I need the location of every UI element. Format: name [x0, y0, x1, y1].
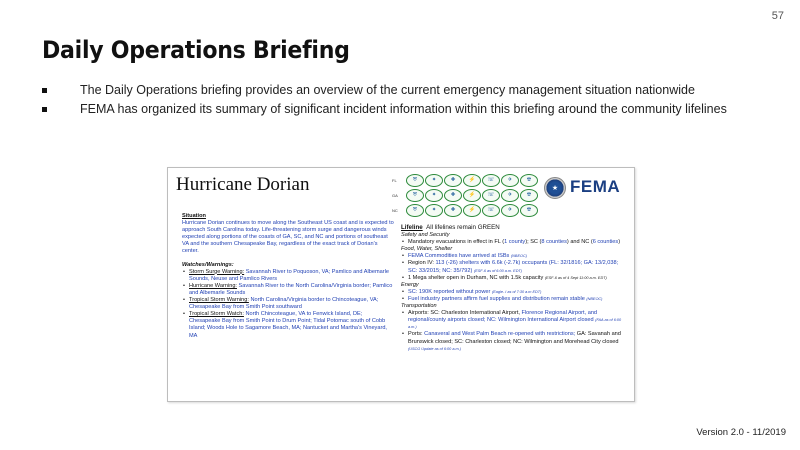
health-lifeline-icon: ✚	[444, 204, 462, 217]
version-label: Version 2.0 - 11/2019	[696, 427, 786, 438]
hazmat-lifeline-icon: ☢	[520, 174, 538, 187]
safety-lifeline-icon: ⛨	[406, 174, 424, 187]
food-lifeline-icon: ✦	[425, 174, 443, 187]
list-item: • Storm Surge Warning: Savannah River to Poquoson, VA; Pamlico and Albemarle Sounds, Neuse and Pamlico Rivers	[182, 269, 394, 283]
page-number: 57	[771, 10, 784, 22]
hazmat-lifeline-icon: ☢	[520, 204, 538, 217]
health-lifeline-icon: ✚	[444, 189, 462, 202]
energy-heading: Energy	[401, 281, 419, 288]
list-item: • 1 Mega shelter open in Durham, NC with 1.5k capacity (ESF-6 as of 4 Sept 11:00 a.m. EDT)	[401, 275, 627, 282]
briefing-card	[167, 167, 635, 402]
hazmat-lifeline-icon: ☢	[520, 189, 538, 202]
situation-column	[182, 213, 394, 340]
communications-lifeline-icon: ☏	[482, 204, 500, 217]
list-item: • Hurricane Warning: Savannah River to the North Carolina/Virginia border; Pamlico and Albemarle Sounds	[182, 283, 394, 297]
list-item: • Region IV: 113 (-26) shelters with 6.6k (-2.7k) occupants (FL: 32/1816; GA: 13/2,038; SC: 33/2015; NC: 35/792) (ESF-6 as of 6:00 a.m. EDT)	[401, 260, 627, 274]
list-item: • Airports: SC: Charleston International Airport, Florence Regional Airport, and regional/county airports closed; NC: Wilmington International Airport closed (FAA as of 6:00 a.m.)	[401, 310, 627, 331]
lifeline-row: GA ⛨ ✦ ✚ ⚡ ☏ ✈ ☢	[392, 188, 539, 202]
lifeline-row: FL ⛨ ✦ ✚ ⚡ ☏ ✈ ☢	[392, 173, 539, 187]
lifeline-status: Lifeline All lifelines remain GREEN	[401, 224, 500, 231]
food-list	[401, 253, 627, 281]
transport-heading: Transportation	[401, 303, 437, 310]
communications-lifeline-icon: ☏	[482, 189, 500, 202]
bullet-item: The Daily Operations briefing provides an overview of the current emergency management situation nationwide	[40, 82, 740, 98]
list-item: • Fuel industry partners affirm fuel supplies and distribution remain stable (NBEOC)	[401, 296, 627, 303]
situation-heading: Situation	[182, 213, 206, 219]
dhs-seal-icon: ★	[544, 177, 566, 199]
list-item: • SC: 190K reported without power (Eagle- I as of 7:30 a.m EDT)	[401, 289, 627, 296]
bullet-item: FEMA has organized its summary of significant incident information within this briefing around the community lifelines	[40, 101, 740, 117]
food-lifeline-icon: ✦	[425, 204, 443, 217]
energy-list	[401, 289, 627, 303]
list-item: • FEMA Commodities have arrived at ISBs (NBEOC)	[401, 253, 627, 260]
intro-bullets	[40, 82, 740, 120]
square-bullet-icon	[42, 88, 47, 93]
communications-lifeline-icon: ☏	[482, 174, 500, 187]
transportation-lifeline-icon: ✈	[501, 174, 519, 187]
list-item: • Tropical Storm Watch: North Chincoteague, VA to Fenwick Island, DE; Chesapeake Bay from Smith Point to Drum Point; Tidal Potomac south of Cobb Island; Woods Hole to Sagamore Beach, MA; Nantucket and Martha's Vineyard, MA	[182, 311, 394, 339]
list-item: • Mandatory evacuations in effect in FL (1 county); SC (8 counties) and NC (6 counties)	[401, 239, 627, 246]
list-item: • Ports: Canaveral and West Palm Beach re-opened with restrictions; GA: Savanah and Brunswick closed; SC: Charleston closed; NC: Wilmington and Morehead City closed (USCG Update as of 6:00 a.m.)	[401, 331, 627, 352]
slide-title: Daily Operations Briefing	[42, 36, 350, 64]
energy-lifeline-icon: ⚡	[463, 189, 481, 202]
transport-list	[401, 310, 627, 353]
safety-lifeline-icon: ⛨	[406, 189, 424, 202]
situation-text: Hurricane Dorian continues to move along the Southeast US coast and is expected to approach South Carolina today. Life-threatening storm surge and dangerous winds expected along portions of the coasts of GA, SC, and NC and portions of southeast VA and the southern Chesapeake Bay, regardless of the exact track of Dorian's center.	[182, 220, 394, 255]
watches-list	[182, 269, 394, 340]
transportation-lifeline-icon: ✈	[501, 189, 519, 202]
food-lifeline-icon: ✦	[425, 189, 443, 202]
energy-lifeline-icon: ⚡	[463, 204, 481, 217]
card-title: Hurricane Dorian	[176, 174, 310, 195]
health-lifeline-icon: ✚	[444, 174, 462, 187]
transportation-lifeline-icon: ✈	[501, 204, 519, 217]
square-bullet-icon	[42, 107, 47, 112]
lifeline-column	[401, 224, 627, 353]
lifeline-status-grid	[392, 173, 539, 218]
list-item: • Tropical Storm Warning: North Carolina/Virginia border to Chincoteague, VA; Chesapeake Bay from Smith Point southward	[182, 297, 394, 311]
watches-heading: Watches/Warnings:	[182, 261, 234, 268]
safety-list	[401, 239, 627, 246]
lifeline-row: NC ⛨ ✦ ✚ ⚡ ☏ ✈ ☢	[392, 203, 539, 217]
fema-logo: FEMA	[570, 177, 621, 196]
energy-lifeline-icon: ⚡	[463, 174, 481, 187]
food-heading: Food, Water, Shelter	[401, 246, 453, 253]
safety-heading: Safety and Security	[401, 232, 450, 239]
safety-lifeline-icon: ⛨	[406, 204, 424, 217]
